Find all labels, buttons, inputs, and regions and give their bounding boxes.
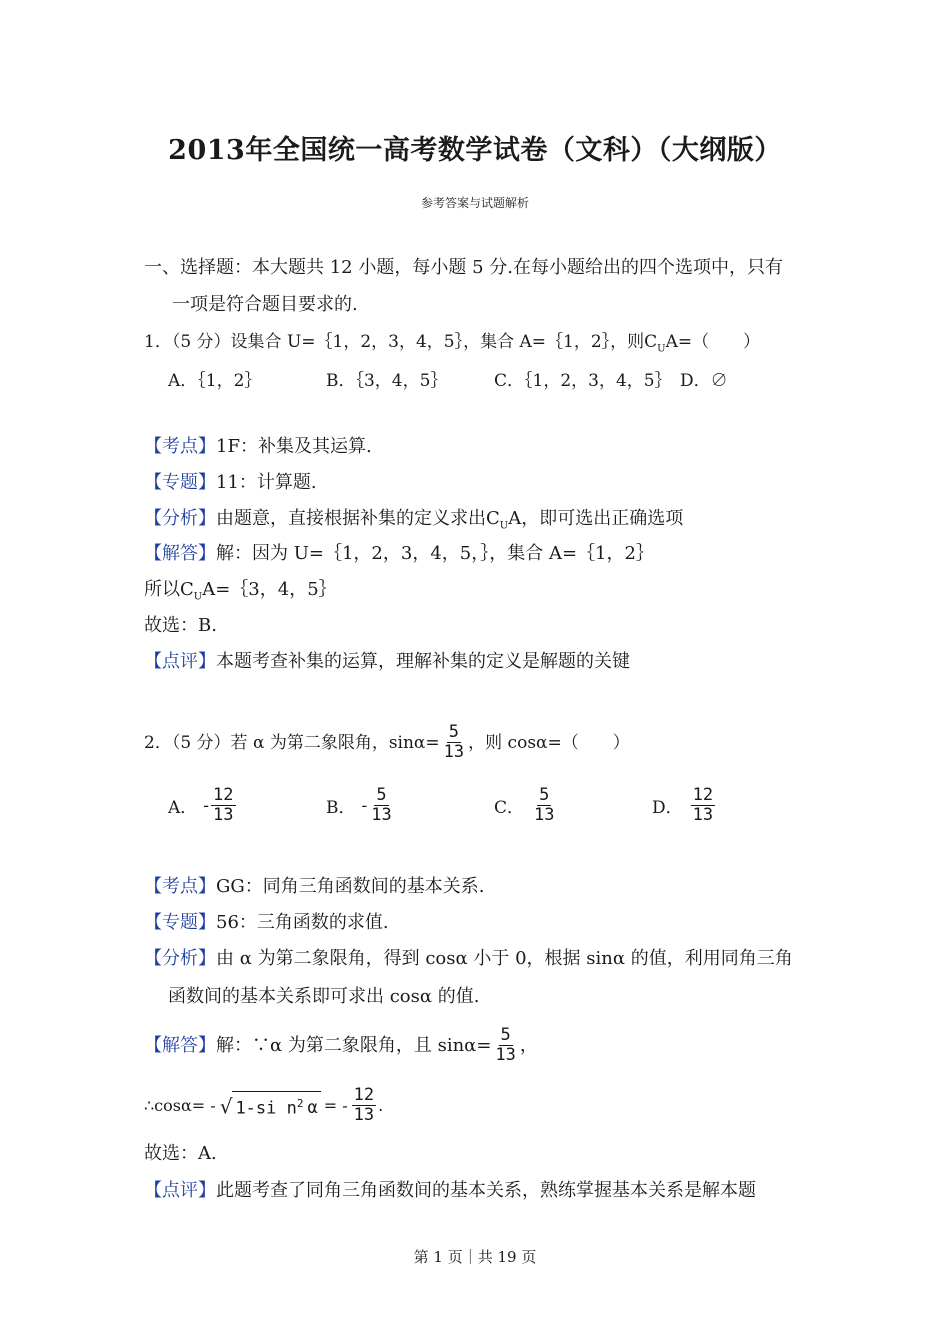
option-label: A． bbox=[168, 798, 198, 818]
q1-fenxi-sub: U bbox=[499, 520, 509, 532]
q2-zhuanti-tag: 【专题】 bbox=[144, 912, 216, 933]
q1-fenxi-tag: 【分析】 bbox=[144, 508, 216, 529]
fraction-denominator: 13 bbox=[443, 742, 465, 762]
q2-option-c bbox=[494, 786, 559, 825]
q1-jieda-tag: 【解答】 bbox=[144, 543, 216, 564]
section-heading-line1: 一、选择题：本大题共 12 小题，每小题 5 分.在每小题给出的四个选项中，只有 bbox=[144, 257, 783, 278]
q1-fenxi-text-b: A，即可选出正确选项 bbox=[508, 508, 684, 529]
q1-option-d: D．∅ bbox=[680, 371, 728, 391]
q2-therefore-a: ∴cosα= - bbox=[144, 1095, 216, 1115]
q2-stem-text-b: ，则 cosα=（ ） bbox=[468, 732, 630, 753]
fraction-numerator: 12 bbox=[213, 785, 234, 805]
q2-option-d bbox=[652, 786, 717, 825]
fraction-denominator: 13 bbox=[692, 805, 714, 825]
q2-kaodian-text: GG：同角三角函数间的基本关系. bbox=[216, 876, 485, 897]
option-label: D． bbox=[652, 798, 683, 818]
option-sign: - bbox=[203, 795, 210, 816]
q2-stem-text-a: 2．（5 分）若 α 为第二象限角，sinα= bbox=[144, 732, 440, 753]
sqrt-expression bbox=[220, 1091, 321, 1121]
option-label: C． bbox=[494, 798, 525, 818]
page-title: 2013年全国统一高考数学试卷（文科）（大纲版） bbox=[168, 135, 782, 166]
option-sign: - bbox=[361, 795, 368, 816]
fraction-denominator: 13 bbox=[534, 805, 555, 825]
q2-guxuan: 故选：A. bbox=[144, 1143, 217, 1164]
q2-jieda-text-b: ， bbox=[519, 1034, 538, 1056]
q2-therefore-fraction bbox=[352, 1086, 376, 1125]
q1-dianping-tag: 【点评】 bbox=[144, 651, 216, 672]
q1-stem-sub: U bbox=[657, 343, 666, 355]
q1-kaodian bbox=[144, 435, 372, 459]
q2-kaodian bbox=[144, 875, 484, 899]
fraction-denominator: 13 bbox=[213, 805, 234, 825]
q2-dianping-tag: 【点评】 bbox=[144, 1180, 216, 1201]
q2-jieda bbox=[144, 1026, 538, 1065]
q2-stem bbox=[144, 723, 630, 762]
sqrt-body: 1-si n bbox=[235, 1098, 297, 1119]
q1-option-b: B．｛3，4，5｝ bbox=[326, 371, 448, 391]
q1-fenxi-text-a: 由题意，直接根据补集的定义求出C bbox=[216, 508, 500, 529]
q1-zhuanti-text: 11：计算题. bbox=[216, 472, 317, 493]
q1-dianping bbox=[144, 650, 630, 674]
sqrt-alpha: α bbox=[307, 1098, 318, 1119]
q1-suoyi-sub: U bbox=[193, 591, 203, 603]
page-subtitle: 参考答案与试题解析 bbox=[420, 196, 529, 210]
q1-jieda bbox=[144, 542, 654, 566]
q1-zhuanti-tag: 【专题】 bbox=[144, 472, 216, 493]
q2-fenxi bbox=[144, 947, 793, 971]
q2-jieda-fraction bbox=[493, 1026, 517, 1065]
fraction-numerator: 5 bbox=[500, 1025, 511, 1045]
option-fraction bbox=[691, 786, 715, 825]
q2-fenxi-line1: 由 α 为第二象限角，得到 cosα 小于 0，根据 sinα 的值，利用同角三角 bbox=[216, 948, 793, 969]
q2-zhuanti-text: 56：三角函数的求值. bbox=[216, 912, 389, 933]
q2-therefore bbox=[144, 1086, 383, 1125]
q1-stem bbox=[144, 330, 760, 361]
q1-zhuanti bbox=[144, 471, 317, 495]
sqrt-exponent: 2 bbox=[296, 1096, 304, 1110]
q1-suoyi-a: 所以C bbox=[144, 579, 194, 600]
q2-fenxi-line2: 函数间的基本关系即可求出 cosα 的值. bbox=[168, 986, 480, 1007]
q1-suoyi bbox=[144, 578, 337, 610]
fraction-numerator: 12 bbox=[353, 1085, 375, 1105]
q2-zhuanti bbox=[144, 911, 389, 935]
section-heading-line2: 一项是符合题目要求的. bbox=[172, 294, 358, 315]
q2-option-a bbox=[168, 786, 238, 825]
option-fraction bbox=[369, 786, 393, 825]
fraction-denominator: 13 bbox=[371, 805, 392, 825]
page-footer: 第 1 页｜共 19 页 bbox=[413, 1248, 537, 1266]
fraction-denominator: 13 bbox=[353, 1105, 375, 1125]
option-fraction bbox=[532, 786, 556, 825]
q1-guxuan: 故选：B. bbox=[144, 615, 217, 636]
fraction-denominator: 13 bbox=[495, 1045, 516, 1065]
q2-kaodian-tag: 【考点】 bbox=[144, 876, 216, 897]
q1-stem-text: 1．（5 分）设集合 U=｛1，2，3，4，5｝，集合 A=｛1，2｝，则C bbox=[144, 332, 658, 352]
q1-kaodian-text: 1F：补集及其运算. bbox=[216, 436, 372, 457]
sqrt-sign-icon: √ bbox=[219, 1094, 233, 1119]
q2-therefore-b: = - bbox=[323, 1095, 348, 1115]
q1-fenxi bbox=[144, 507, 683, 539]
q2-therefore-c: . bbox=[378, 1095, 384, 1115]
q2-fenxi-tag: 【分析】 bbox=[144, 948, 216, 969]
sqrt-radicand bbox=[232, 1091, 320, 1121]
q1-kaodian-tag: 【考点】 bbox=[144, 436, 216, 457]
q1-option-c: C．｛1，2，3，4，5｝ bbox=[494, 371, 672, 391]
q2-option-b bbox=[326, 786, 396, 825]
fraction-numerator: 12 bbox=[692, 785, 714, 805]
fraction-numerator: 5 bbox=[539, 785, 550, 805]
q1-option-a: A．｛1，2｝ bbox=[168, 371, 262, 391]
fraction-numerator: 5 bbox=[448, 722, 460, 742]
q1-jieda-text: 解：因为 U=｛1，2，3，4，5，｝，集合 A=｛1，2｝ bbox=[216, 543, 654, 564]
q2-jieda-text-a: 解：∵α 为第二象限角，且 sinα= bbox=[216, 1034, 492, 1056]
q1-dianping-text: 本题考查补集的运算，理解补集的定义是解题的关键 bbox=[216, 651, 630, 672]
q2-jieda-tag: 【解答】 bbox=[144, 1034, 216, 1056]
q2-dianping bbox=[144, 1179, 756, 1203]
fraction-numerator: 5 bbox=[376, 785, 387, 805]
q2-dianping-text: 此题考查了同角三角函数间的基本关系，熟练掌握基本关系是解本题 bbox=[216, 1180, 756, 1201]
q1-stem-end: A=（ ） bbox=[665, 332, 761, 352]
option-label: B． bbox=[326, 798, 356, 818]
option-fraction bbox=[211, 786, 235, 825]
q1-suoyi-b: A=｛3，4，5｝ bbox=[202, 579, 337, 600]
q2-stem-fraction bbox=[442, 723, 466, 762]
